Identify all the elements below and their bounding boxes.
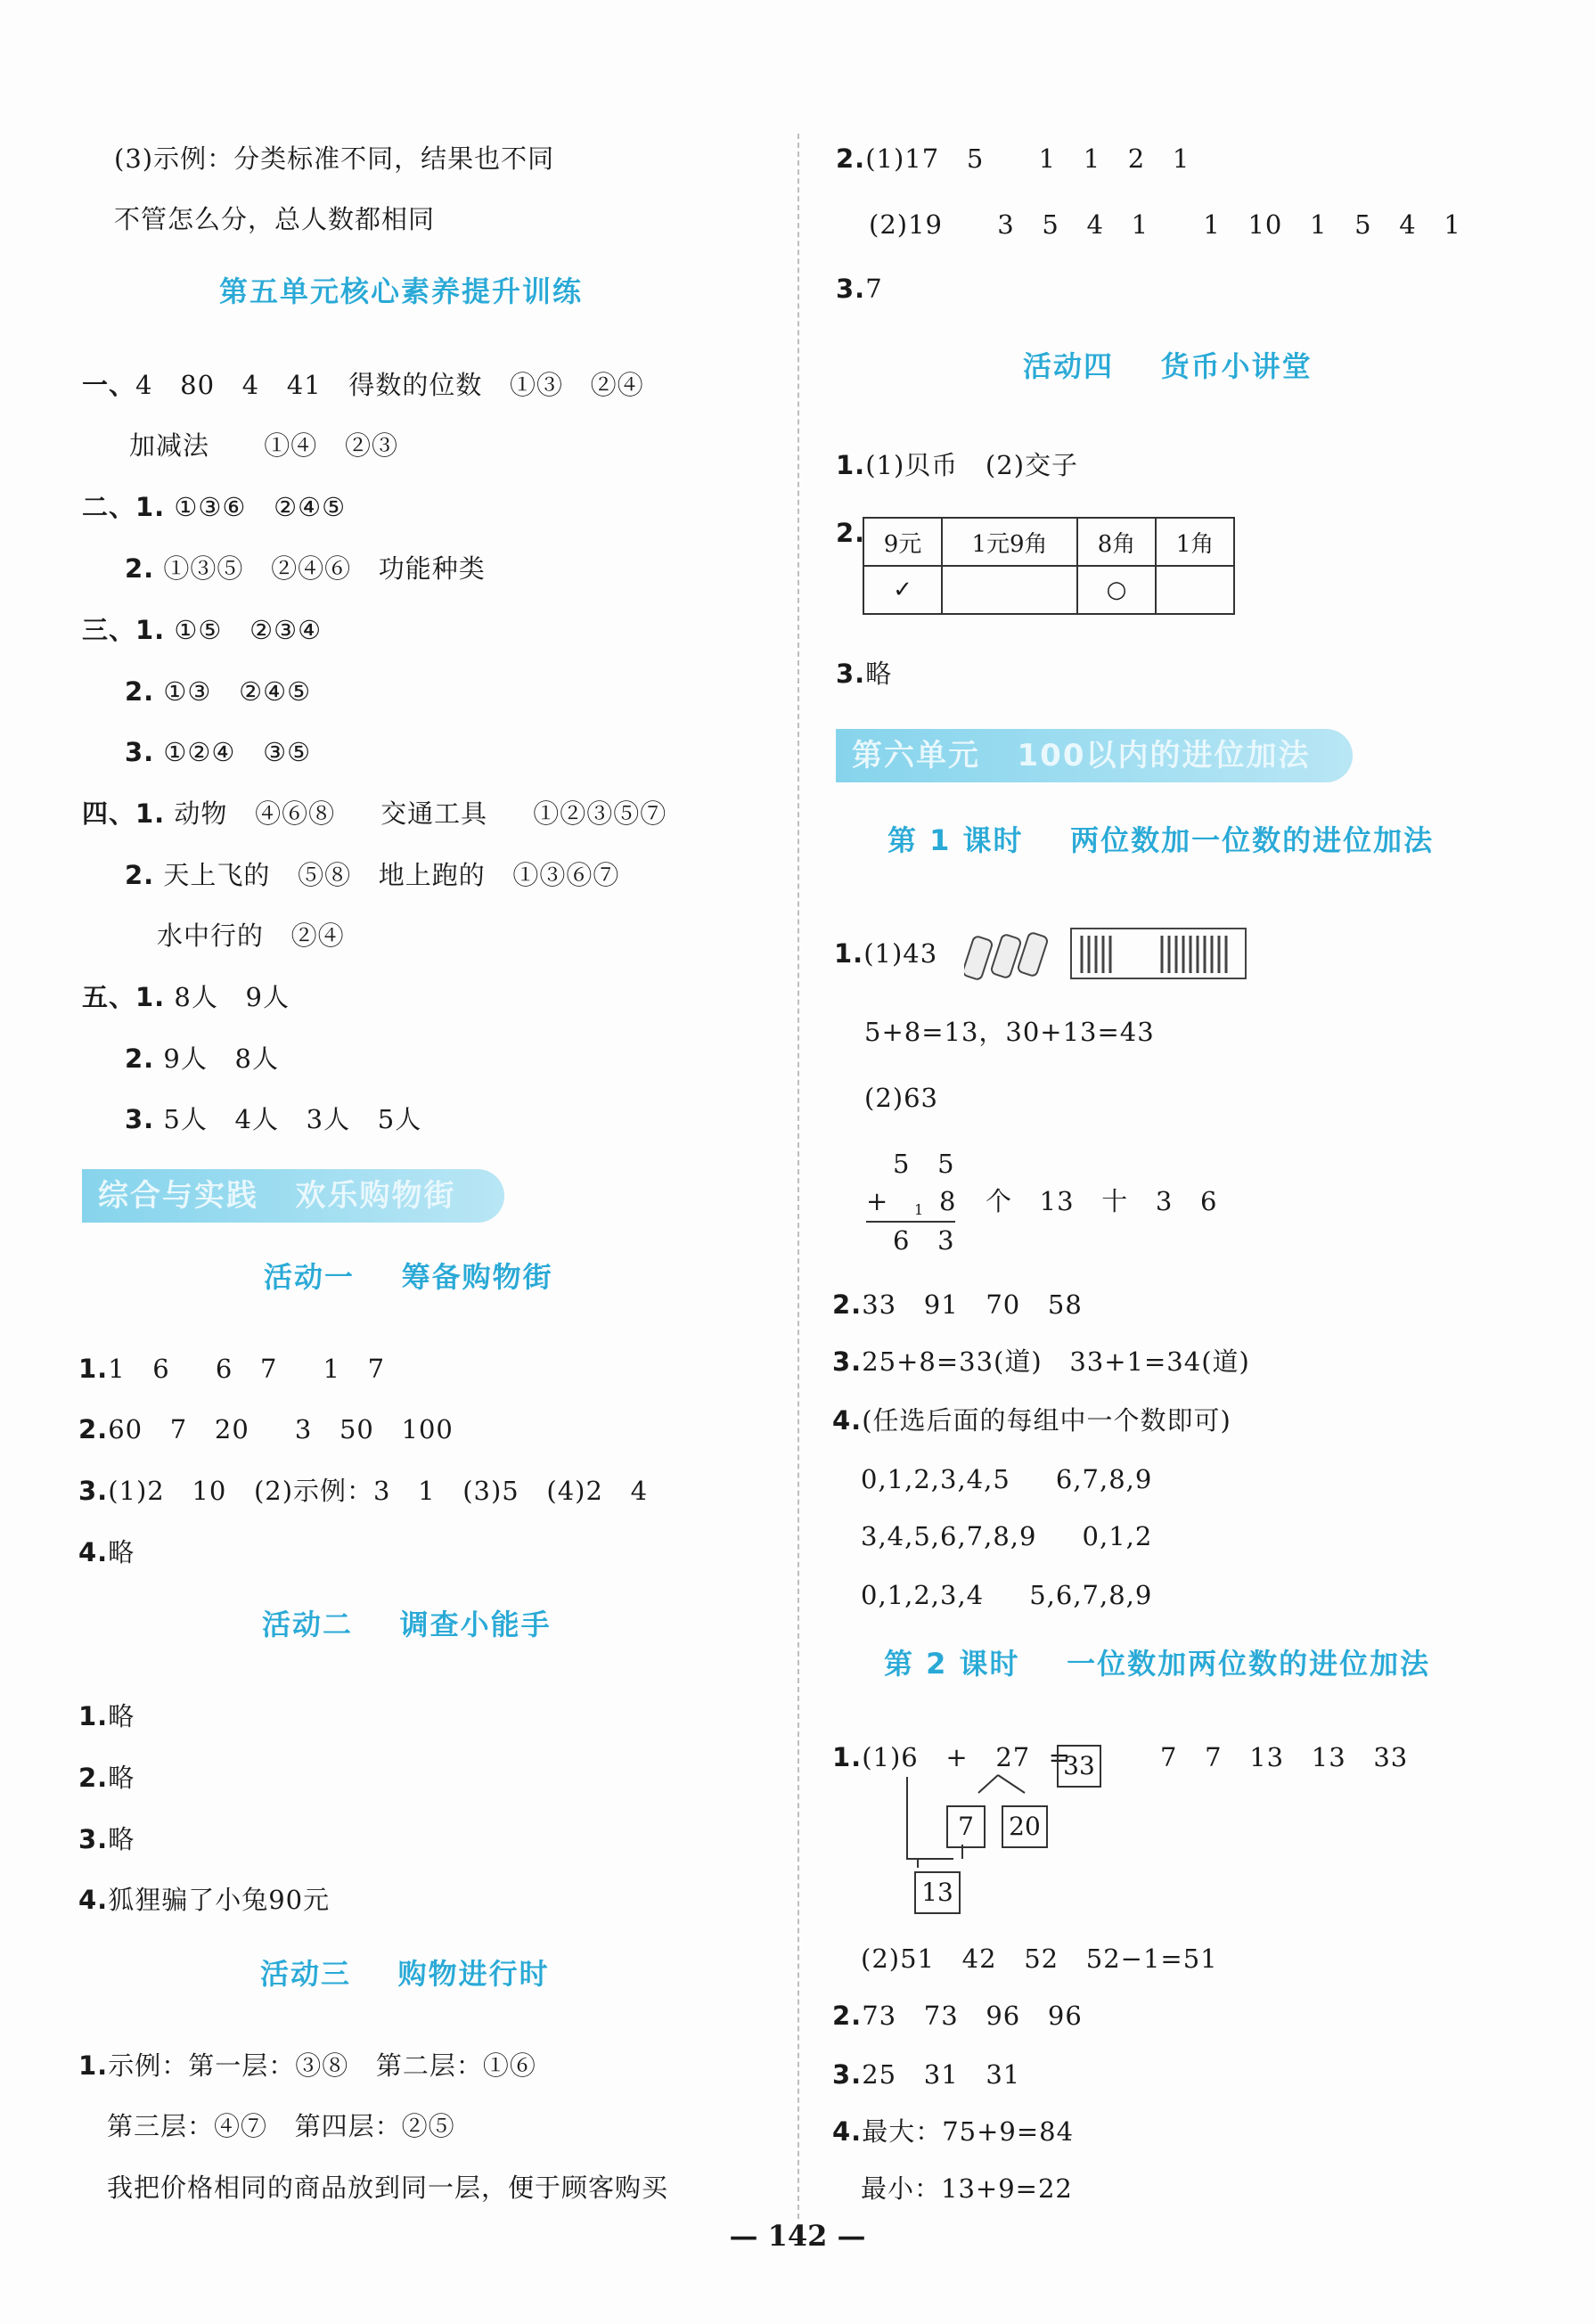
item-number: 二、1. [82, 492, 166, 522]
item-number: 4. [832, 2116, 863, 2147]
answer-line: 1.(1)6 + 27 = [832, 1742, 1071, 1772]
vertical-addition-addend: 8 [939, 1186, 957, 1216]
section-heading: 第 2 课时 一位数加两位数的进位加法 [884, 1647, 1431, 1681]
answer-line: 2.(1)17 5 1 1 2 1 [836, 143, 1190, 174]
answer-line: (2)51 42 52 52−1=51 [861, 1943, 1218, 1974]
answer-line: 2.60 7 20 3 50 100 [78, 1414, 454, 1444]
answer-line: 0,1,2,3,4,5 6,7,8,9 [861, 1464, 1153, 1494]
item-number: 2. [125, 553, 155, 584]
section-heading: 活动四 货币小讲堂 [1023, 349, 1313, 383]
section-heading: 第 1 课时 两位数加一位数的进位加法 [887, 823, 1435, 857]
answer-line: 3.25 31 31 [832, 2059, 1021, 2090]
item-number: 2. [836, 143, 866, 174]
answer-line: 水中行的 ②④ [157, 921, 345, 951]
answer-line: 4.略 [78, 1537, 135, 1567]
item-number: 1. [78, 1354, 109, 1384]
vertical-addition-top: 5 5 [893, 1149, 955, 1179]
answer-line: 一、4 80 4 41 得数的位数 ①③ ②④ [82, 370, 644, 400]
answer-line: (3)示例：分类标准不同，结果也不同 [114, 143, 555, 174]
section-heading: 活动三 购物进行时 [260, 1957, 550, 1991]
item-number: 4. [78, 1885, 109, 1915]
answer-line: 2. ①③ ②④⑤ [125, 676, 312, 707]
answer-line: 2.33 91 70 58 [832, 1289, 1083, 1320]
section-heading: 第五单元核心素养提升训练 [219, 274, 584, 308]
answer-line: 1.略 [78, 1701, 135, 1731]
item-number: 2. [125, 1043, 155, 1074]
answer-line: 0,1,2,3,4 5,6,7,8,9 [861, 1580, 1153, 1610]
answer-line: 1.(1)贝币 (2)交子 [836, 450, 1079, 480]
item-number: 1. [78, 1701, 109, 1731]
item-number: 4. [78, 1537, 109, 1567]
counting-sticks-illustration [964, 925, 1249, 982]
answer-line: 1.示例：第一层：③⑧ 第二层：①⑥ [78, 2050, 536, 2081]
item-number: 3. [125, 737, 155, 767]
answer-line: 2.73 73 96 96 [832, 2001, 1083, 2031]
answer-line: 五、1. 8人 9人 [82, 982, 290, 1012]
answer-line: 1.(1)43 [834, 938, 938, 969]
money-header: 9元 [863, 518, 942, 566]
answer-line: 二、1. ①③⑥ ②④⑤ [82, 492, 347, 522]
answer-line: 我把价格相同的商品放到同一层，便于顾客购买 [107, 2173, 669, 2203]
page-number: — 142 — [729, 2219, 866, 2253]
circle-mark: ○ [1077, 566, 1156, 614]
answer-line: 3,4,5,6,7,8,9 0,1,2 [861, 1521, 1153, 1551]
column-divider [798, 134, 799, 2219]
answer-line: 4.最大：75+9=84 [832, 2116, 1075, 2147]
chapter-banner: 综合与实践 欢乐购物街 [82, 1169, 504, 1223]
answer-line: 3.略 [836, 659, 893, 689]
answer-line: (2)63 [864, 1083, 938, 1113]
item-number: 2. [832, 1289, 863, 1320]
chapter-banner: 第六单元 100以内的进位加法 [836, 729, 1353, 782]
answer-line: 3.7 [836, 274, 883, 304]
item-number: 1. [78, 2050, 109, 2081]
money-header: 1元9角 [942, 518, 1077, 566]
item-number: 2. [78, 1414, 109, 1444]
answer-line: (2)19 3 5 4 1 1 10 1 5 4 1 [869, 209, 1461, 240]
vertical-addition-result: 6 3 [893, 1225, 955, 1256]
item-number: 五、1. [82, 982, 166, 1012]
section-heading: 活动一 筹备购物街 [264, 1260, 553, 1294]
item-number: 1. [836, 450, 866, 480]
answer-line: 个 13 十 3 6 [986, 1186, 1218, 1216]
item-number: 一、 [82, 370, 136, 400]
answer-line: 7 7 13 13 33 [1160, 1742, 1409, 1772]
answer-line: 2. 9人 8人 [125, 1043, 279, 1074]
answer-line: 三、1. ①⑤ ②③④ [82, 615, 323, 645]
item-number: 3. [832, 1346, 863, 1377]
item-number: 3. [78, 1476, 109, 1506]
money-header: 8角 [1077, 518, 1156, 566]
answer-line: 3. ①②④ ③⑤ [125, 737, 312, 767]
item-number: 2. [836, 518, 866, 548]
item-number: 四、1. [82, 798, 166, 829]
answer-box: 33 [1057, 1745, 1101, 1788]
answer-box: 7 [946, 1805, 986, 1848]
item-number: 三、1. [82, 615, 166, 645]
answer-line: 3.略 [78, 1824, 135, 1854]
section-heading: 活动二 调查小能手 [262, 1608, 552, 1641]
answer-line: 5+8=13，30+13=43 [864, 1017, 1155, 1047]
answer-line: 3.(1)2 10 (2)示例：3 1 (3)5 (4)2 4 [78, 1476, 649, 1506]
item-number: 3. [836, 659, 866, 689]
answer-line: 加减法 ①④ ②③ [129, 430, 398, 461]
carry-digit: 1 [914, 1201, 925, 1218]
answer-line: 2. ①③⑤ ②④⑥ 功能种类 [125, 553, 486, 584]
answer-box: 20 [1002, 1805, 1048, 1848]
sum-line [866, 1221, 955, 1223]
item-number: 1. [832, 1742, 863, 1772]
item-number: 3. [832, 2059, 863, 2090]
answer-line: 3.25+8=33(道) 33+1=34(道) [832, 1346, 1250, 1377]
money-header: 1角 [1156, 518, 1234, 566]
item-number: 2. [125, 676, 155, 707]
answer-line: 最小：13+9=22 [861, 2173, 1073, 2204]
answer-line: 2.略 [78, 1763, 135, 1793]
answer-line: 2. 天上飞的 ⑤⑧ 地上跑的 ①③⑥⑦ [125, 860, 620, 890]
answer-line: 四、1. 动物 ④⑥⑧ 交通工具 ①②③⑤⑦ [82, 798, 667, 829]
answer-line: 4.(任选后面的每组中一个数即可) [832, 1405, 1231, 1436]
item-number: 3. [78, 1824, 109, 1854]
vertical-addition-plus: + [866, 1186, 889, 1216]
answer-line: 3. 5人 4人 3人 5人 [125, 1104, 422, 1134]
empty-cell [1156, 566, 1234, 614]
item-number: 2. [125, 860, 155, 890]
item-number: 3. [836, 274, 866, 304]
money-table [863, 517, 1235, 615]
item-number: 4. [832, 1405, 863, 1436]
answer-line: 第三层：④⑦ 第四层：②⑤ [107, 2111, 455, 2141]
empty-cell [942, 566, 1077, 614]
item-number: 2. [78, 1763, 109, 1793]
answer-line: 不管怎么分，总人数都相同 [114, 204, 436, 234]
item-number: 3. [125, 1104, 155, 1134]
answer-box: 13 [914, 1871, 961, 1914]
item-number: 2. [832, 2001, 863, 2031]
answer-line: 4.狐狸骗了小兔90元 [78, 1885, 331, 1915]
answer-line: 1.1 6 6 7 1 7 [78, 1354, 386, 1384]
check-mark: ✓ [863, 566, 942, 614]
item-number: 1. [834, 938, 864, 969]
